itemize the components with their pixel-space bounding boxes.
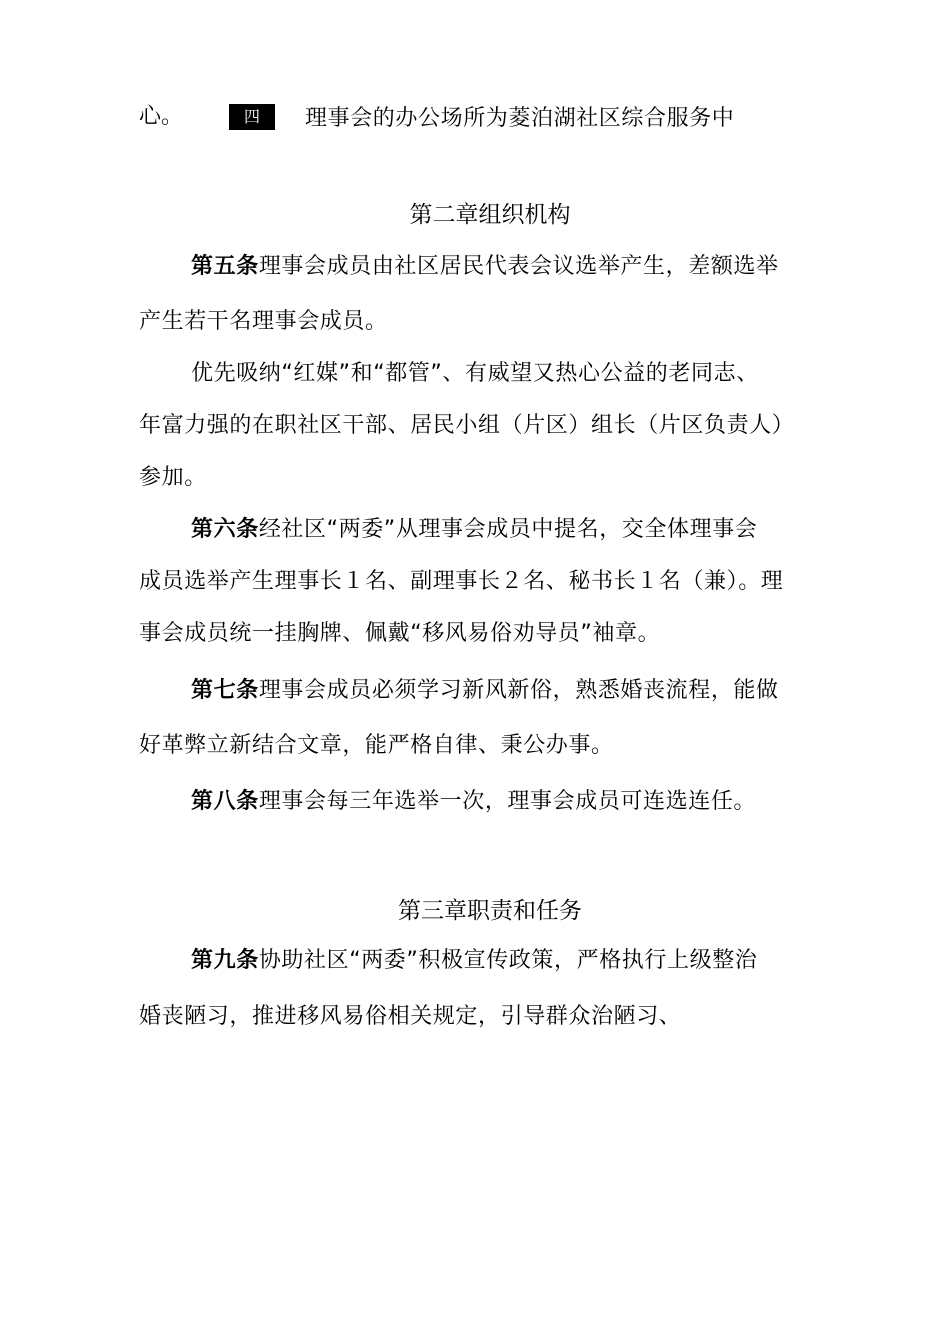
- clipped-sentence: 理事会的办公场所为菱泊湖社区综合服务中: [305, 106, 735, 130]
- article-6-text-1: 经社区“两委”从理事会成员中提名，交全体理事会: [258, 517, 758, 542]
- article-7-text-1: 理事会成员必须学习新风新俗，熟悉婚丧流程，能做: [258, 678, 779, 703]
- paragraph-line-3: 参加。: [139, 465, 207, 490]
- article-9-line-1: [191, 946, 757, 976]
- article-8-label: 第八条: [191, 789, 259, 814]
- previous-line-ending: 心。: [139, 104, 184, 129]
- paragraph-line-1: 优先吸纳“红媒”和“都管”、有威望又热心公益的老同志、: [191, 361, 759, 386]
- chapter-3-title: 第三章职责和任务: [398, 898, 582, 924]
- article-8-text-1: 理事会每三年选举一次，理事会成员可连选连任。: [258, 789, 757, 814]
- article-5-line-2: 产生若干名理事会成员。: [139, 309, 388, 334]
- article-5-label: 第五条: [191, 254, 259, 279]
- chapter-2-title: 第二章组织机构: [409, 202, 571, 228]
- article-9-line-2: 婚丧陋习，推进移风易俗相关规定，引导群众治陋习、: [139, 1004, 682, 1029]
- article-7-line-2: 好革弊立新结合文章，能严格自律、秉公办事。: [139, 733, 614, 758]
- paragraph-line-2: 年富力强的在职社区干部、居民小组（片区）组长（片区负责人）: [139, 413, 795, 438]
- article-7-line-1: [191, 676, 779, 706]
- article-6-line-2: 成员选举产生理事长１名、副理事长２名、秘书长１名（兼）。理: [139, 569, 784, 594]
- article-number-box: 四: [229, 104, 275, 130]
- article-5-line-1: [191, 252, 779, 282]
- article-5-text-1: 理事会成员由社区居民代表会议选举产生，差额选举: [258, 254, 779, 279]
- article-7-label: 第七条: [191, 678, 259, 703]
- article-9-label: 第九条: [191, 948, 259, 973]
- article-6-line-1: [191, 515, 757, 545]
- article-8-line-1: [191, 787, 756, 817]
- article-6-label: 第六条: [191, 517, 259, 542]
- clipped-top-line: [0, 98, 950, 130]
- article-9-text-1: 协助社区“两委”积极宣传政策，严格执行上级整治: [258, 948, 758, 973]
- article-6-line-3: 事会成员统一挂胸牌、佩戴“移风易俗劝导员”袖章。: [139, 621, 661, 646]
